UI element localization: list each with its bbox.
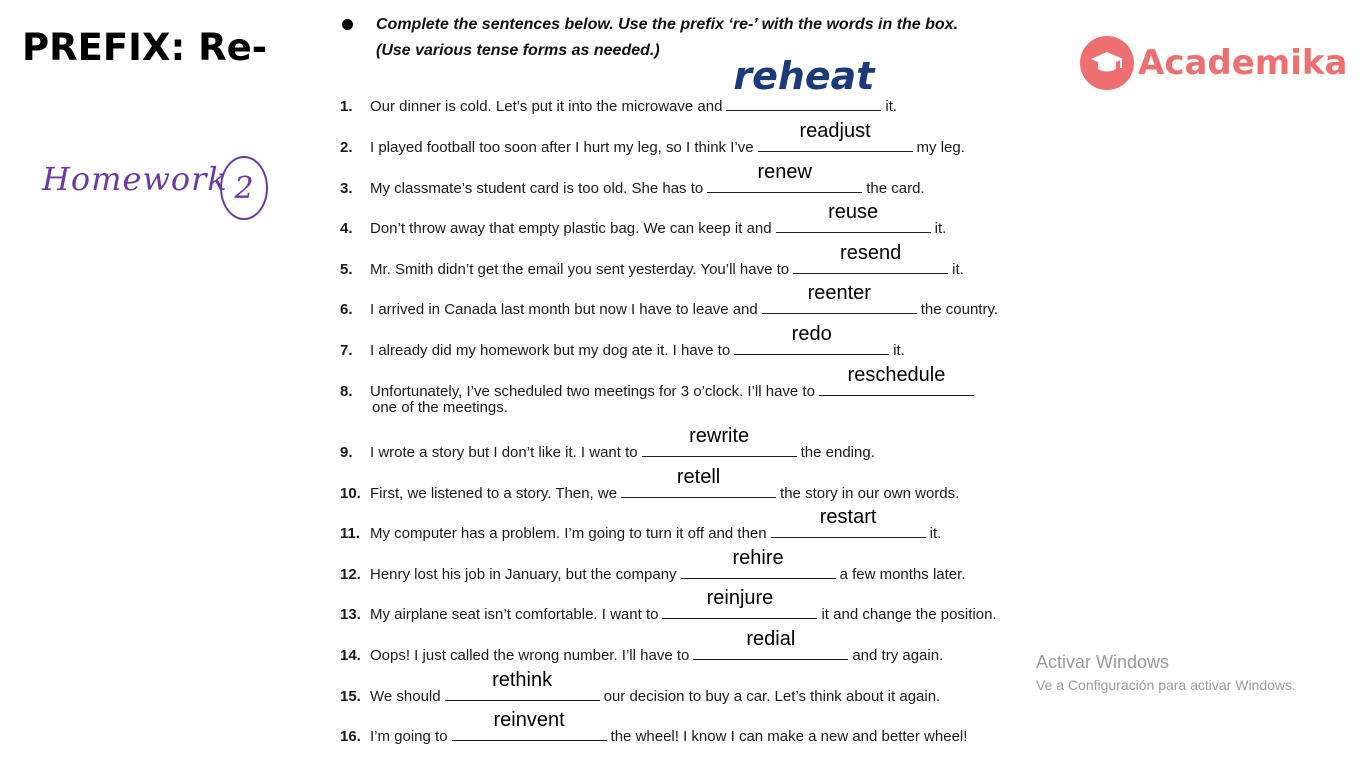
answer-blank — [662, 587, 817, 619]
answer-blank — [726, 54, 881, 111]
sentence-text-after: the wheel! I know I can make a new and better wheel! — [610, 728, 968, 745]
answer-blank — [793, 242, 948, 274]
sentence-number: 1. — [340, 98, 353, 115]
answer-blank — [758, 120, 913, 152]
sentence-row — [340, 242, 964, 278]
sentence-row — [340, 282, 999, 318]
answer-blank — [771, 506, 926, 538]
sentence-text-before: My classmate’s student card is too old. She has to — [370, 180, 704, 197]
sentence-row — [340, 161, 925, 197]
sentence-text-before: Our dinner is cold. Let’s put it into the microwave and — [370, 98, 723, 115]
sentence-row — [340, 201, 947, 237]
sentence-text-after: the story in our own words. — [780, 485, 960, 502]
sentence-text-before: My computer has a problem. I’m going to turn it off and then — [370, 525, 767, 542]
sentence-text-before: We should — [370, 688, 441, 705]
sentence-text-after: a few months later. — [839, 566, 966, 583]
sentence-text-after: it. — [885, 98, 898, 115]
sentence-number: 6. — [340, 301, 353, 318]
sentence-row — [340, 506, 942, 542]
logo-text: Academika — [1138, 43, 1348, 83]
answer-blank — [762, 282, 917, 314]
handwritten-answer: reheat — [733, 54, 875, 98]
sentence-row — [340, 709, 968, 745]
sentence-text-after: the card. — [866, 180, 925, 197]
handwritten-answer: reuse — [828, 201, 879, 223]
sentence-number: 4. — [340, 220, 353, 237]
sentence-text-after: our decision to buy a car. Let’s think about it again. — [603, 688, 941, 705]
sentence-text-before: Mr. Smith didn’t get the email you sent yesterday. You’ll have to — [370, 261, 790, 278]
homework-number-circle — [220, 156, 268, 220]
sentence-text-before: I already did my homework but my dog ate it. I have to — [370, 342, 731, 359]
sentence-row — [340, 323, 905, 359]
sentence-row — [340, 547, 966, 583]
sentence-text-before: My airplane seat isn’t comfortable. I want to — [370, 606, 659, 623]
sentence-text-before: I arrived in Canada last month but now I have to leave and — [370, 301, 758, 318]
sentence-text-before: Henry lost his job in January, but the company — [370, 566, 677, 583]
sentence-row — [340, 364, 978, 400]
graduation-cap-icon — [1080, 36, 1134, 90]
answer-blank — [445, 669, 600, 701]
sentence-continuation: one of the meetings. — [372, 399, 508, 416]
sentence-number: 2. — [340, 139, 353, 156]
windows-activation-subtitle: Ve a Configuración para activar Windows. — [1036, 677, 1296, 693]
sentence-row — [340, 466, 960, 502]
handwritten-answer: resend — [840, 242, 902, 264]
sentence-text-before: First, we listened to a story. Then, we — [370, 485, 618, 502]
sentence-number: 3. — [340, 180, 353, 197]
sentence-number: 13. — [340, 606, 361, 623]
answer-blank — [819, 364, 974, 396]
sentence-row — [340, 425, 875, 461]
handwritten-answer: readjust — [799, 120, 871, 142]
page-title: PREFIX: Re- — [22, 26, 268, 69]
handwritten-answer: redial — [746, 628, 796, 650]
sentence-number: 11. — [340, 525, 361, 542]
handwritten-answer: reschedule — [847, 364, 946, 386]
sentence-number: 14. — [340, 647, 361, 664]
sentence-number: 12. — [340, 566, 361, 583]
homework-number: 2 — [234, 170, 254, 206]
sentence-text-after: my leg. — [916, 139, 965, 156]
sentence-row — [340, 669, 941, 705]
sentence-text-before: I wrote a story but I don’t like it. I want to — [370, 444, 638, 461]
handwritten-answer: reinvent — [493, 709, 565, 731]
answer-blank — [734, 323, 889, 355]
windows-activation-title: Activar Windows — [1036, 652, 1170, 672]
handwritten-answer: reinjure — [706, 587, 774, 609]
sentence-text-before: Oops! I just called the wrong number. I’ll have to — [370, 647, 690, 664]
sentence-text-before: I played football too soon after I hurt my leg, so I think I’ve — [370, 139, 754, 156]
handwritten-answer: restart — [819, 506, 877, 528]
sentence-text-after: the country. — [920, 301, 999, 318]
answer-blank — [707, 161, 862, 193]
sentence-text-after: the ending. — [800, 444, 875, 461]
sentence-number: 7. — [340, 342, 353, 359]
sentence-text-after: it and change the position. — [821, 606, 997, 623]
sentence-number: 5. — [340, 261, 353, 278]
sentence-row — [340, 54, 898, 115]
sentence-text-before: Unfortunately, I’ve scheduled two meetings for 3 o’clock. I’ll have to — [370, 383, 815, 400]
instructions-line-2: (Use various tense forms as needed.) — [376, 42, 660, 59]
academika-logo — [1080, 36, 1347, 90]
handwritten-answer: retell — [676, 466, 721, 488]
handwritten-answer: redo — [791, 323, 832, 345]
sentence-text-after: and try again. — [852, 647, 944, 664]
sentence-number: 10. — [340, 485, 361, 502]
sentence-text-after: it. — [952, 261, 964, 278]
answer-blank — [642, 425, 797, 457]
homework-label: Homework — [42, 160, 228, 198]
sentence-number: 16. — [340, 728, 361, 745]
handwritten-answer: renew — [757, 161, 812, 183]
sentence-number: 9. — [340, 444, 353, 461]
handwritten-answer: rewrite — [689, 425, 750, 447]
sentence-text-before: Don’t throw away that empty plastic bag. We can keep it and — [370, 220, 772, 237]
instructions-line-1: Complete the sentences below. Use the prefix ‘re-’ with the words in the box. — [376, 16, 959, 33]
sentence-text-after: it. — [893, 342, 905, 359]
sentence-row — [340, 628, 944, 664]
sentence-text-before: I’m going to — [370, 728, 448, 745]
handwritten-answer: reenter — [807, 282, 871, 304]
answer-blank — [693, 628, 848, 660]
handwritten-answer: rethink — [492, 669, 553, 691]
sentence-row — [340, 587, 997, 623]
answer-blank — [776, 201, 931, 233]
answer-blank — [681, 547, 836, 579]
sentence-row — [340, 120, 965, 156]
sentence-text-after: it. — [929, 525, 942, 542]
bullet-icon — [342, 19, 353, 30]
sentence-number: 15. — [340, 688, 361, 705]
sentence-text-after: it. — [934, 220, 947, 237]
answer-blank — [621, 466, 776, 498]
handwritten-answer: rehire — [732, 547, 784, 569]
answer-blank — [452, 709, 607, 741]
sentence-number: 8. — [340, 383, 353, 400]
